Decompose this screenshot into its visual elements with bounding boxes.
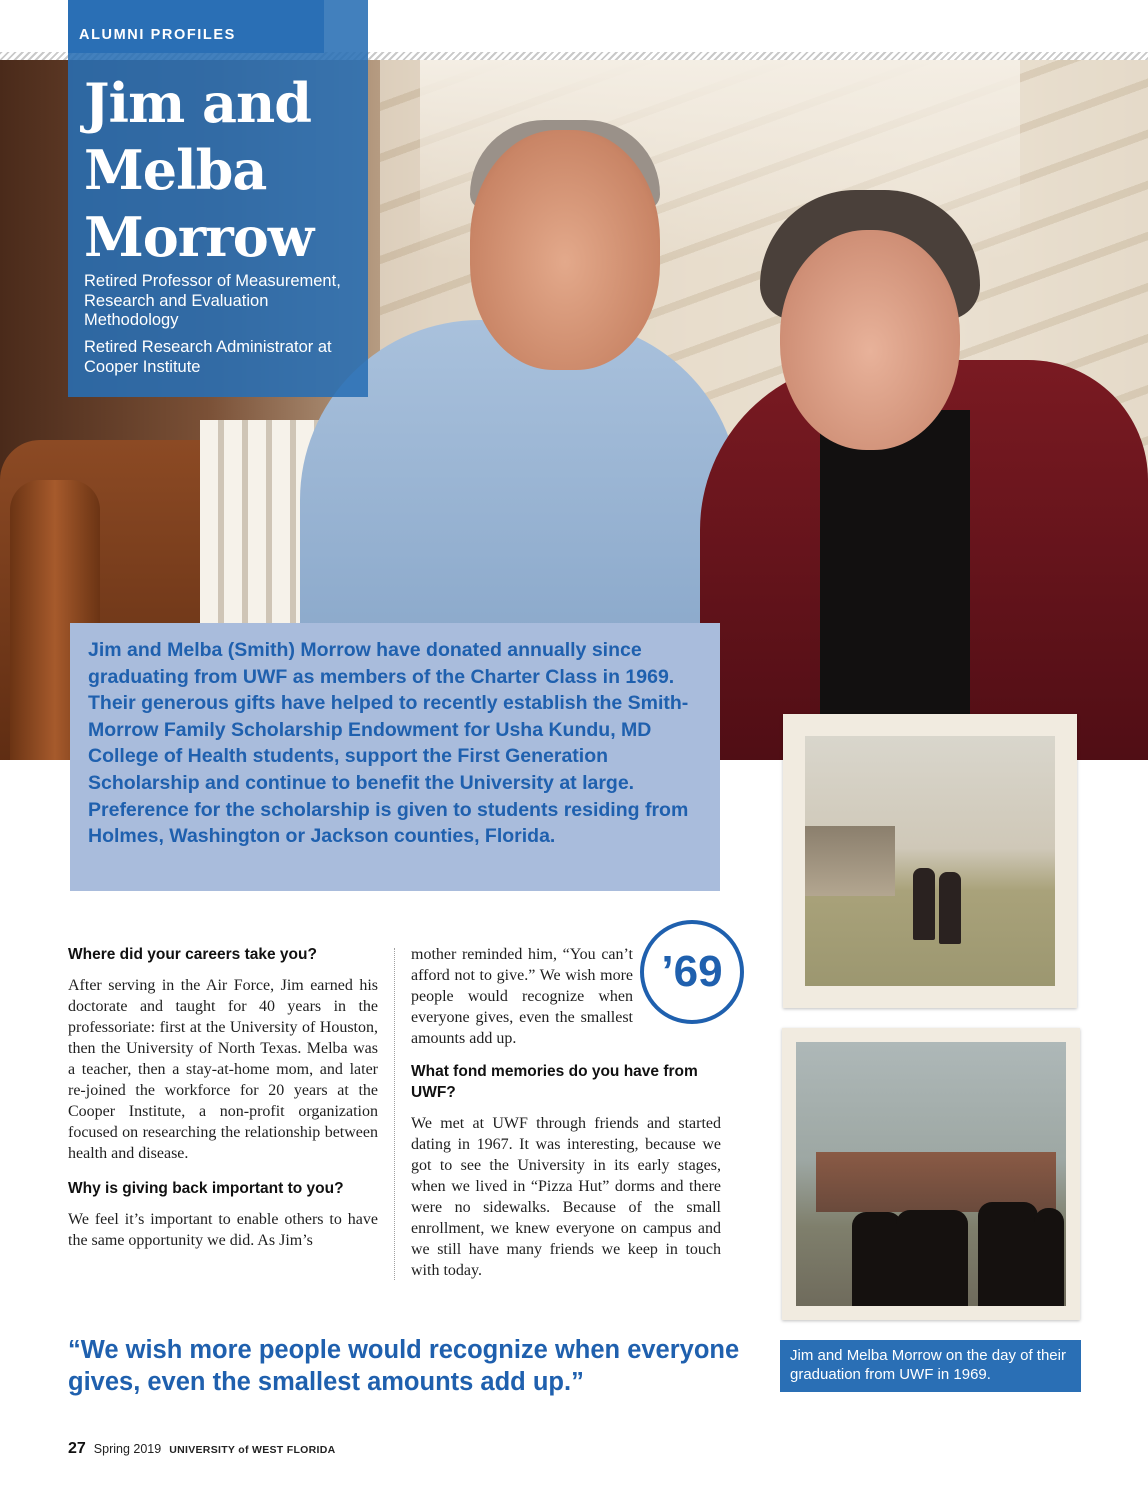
photo-caption: Jim and Melba Morrow on the day of their graduation from UWF in 1969. (780, 1340, 1081, 1392)
page-footer (68, 1440, 336, 1460)
photo-1-graduate (913, 868, 935, 940)
page-number: 27 (68, 1440, 86, 1457)
woman-face (780, 230, 960, 450)
column-divider (394, 948, 395, 1280)
column-left (68, 944, 378, 1265)
answer-memories: We met at UWF through friends and started dating in 1967. It was interesting, because we got to see the University in its early stages, when we lived in “Pizza Hut” dorms and there were no sidewalks. Because of the small enrollment, we knew everyone on campus and we still have many friends we keep in touch with today. (411, 1115, 721, 1279)
pull-quote: “We wish more people would recognize when everyone gives, even the smallest amounts add up.” (68, 1336, 740, 1396)
answer-careers: After serving in the Air Force, Jim earned his doctorate and taught for 40 years in the professoriate: first at the University of Houston, then the University of North Texas. Melba was a teacher, then a stay-at-home mom, and later re-joined the workforce for 20 years at the Cooper Institute, a non-profit organization focused on researching the relationship between health and disease. (68, 977, 378, 1162)
intro-text: Jim and Melba (Smith) Morrow have donated annually since graduating from UWF as members of the Charter Class in 1969. Their generous gifts have helped to recently establish the Smith-Morrow Family Scholarship Endowment for Usha Kundu, MD College of Health students, support the First Generation Scholarship and continue to benefit the University at large. Preference for the scholarship is given to students residing from Holmes, Washington or Jackson counties, Florida. (88, 639, 689, 848)
title-block (68, 0, 368, 397)
photo-1-graduate (939, 872, 961, 944)
role-jim: Retired Professor of Measurement, Research and Evaluation Methodology (84, 272, 341, 329)
profile-name: Jim and Melba Morrow (84, 71, 314, 269)
photo-2-image (796, 1042, 1066, 1306)
woman-top (820, 410, 970, 760)
photo-2-graduate (978, 1202, 1038, 1306)
photo-2-graduate (852, 1212, 902, 1306)
role-melba: Retired Research Administrator at Cooper Institute (84, 338, 332, 376)
photo-2-graduate (896, 1210, 968, 1306)
photo-2-graduate (1034, 1208, 1064, 1306)
graduation-photo-2 (782, 1028, 1080, 1320)
section-tag: ALUMNI PROFILES (68, 0, 324, 53)
photo-1-building (805, 826, 895, 896)
question-memories: What fond memories do you have from UWF? (411, 1063, 698, 1101)
photo-1-image (805, 736, 1055, 986)
issue-date: Spring 2019 (93, 1442, 162, 1456)
graduation-photo-1 (783, 714, 1077, 1008)
answer-giving-part1: We feel it’s important to enable others to have the same opportunity we did. As Jim’s (68, 1211, 378, 1249)
answer-giving-part2: mother reminded him, “You can’t afford not to give.” We wish more people would recognize when everyone gives, even the smallest amounts add up. (411, 946, 633, 1047)
question-giving: Why is giving back important to you? (68, 1180, 344, 1197)
intro-box (70, 623, 720, 891)
question-careers: Where did your careers take you? (68, 946, 317, 963)
class-year-badge: ’69 (640, 920, 744, 1024)
publication-name: UNIVERSITY of WEST FLORIDA (169, 1444, 336, 1456)
man-face (470, 130, 660, 370)
